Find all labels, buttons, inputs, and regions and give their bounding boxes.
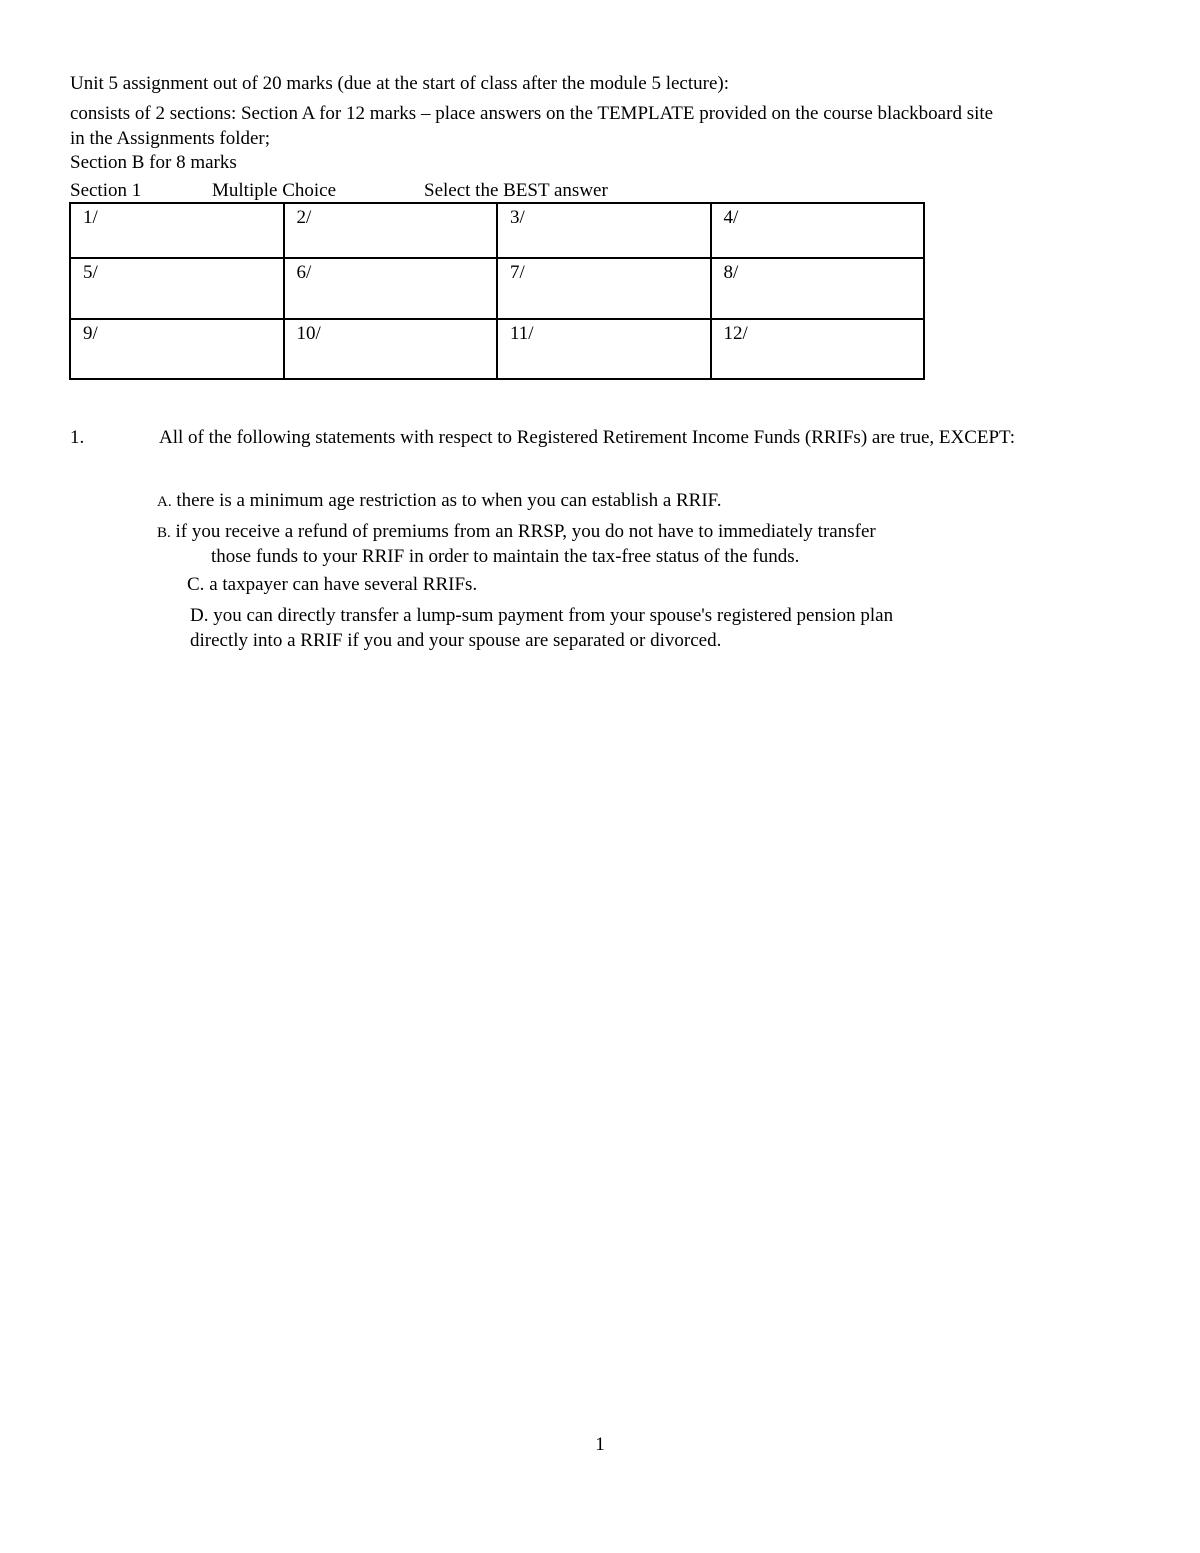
option-text: if you receive a refund of premiums from an RRSP, you do not have to immediately transfer (175, 521, 876, 542)
option-a (157, 489, 721, 514)
answer-cell[interactable]: 5/ (70, 258, 284, 319)
answer-row (70, 203, 924, 258)
answer-row (70, 258, 924, 319)
answer-row (70, 319, 924, 379)
option-letter: A. (157, 494, 172, 510)
option-letter: D. (190, 605, 209, 626)
sections-description: consists of 2 sections: Section A for 12 marks – place answers on the TEMPLATE provided on the course blackboard site (70, 103, 994, 124)
answer-cell[interactable]: 12/ (711, 319, 925, 379)
question-stem: All of the following statements with respect to Registered Retirement Income Funds (RRIFs) are true, EXCEPT: (159, 427, 1015, 448)
answer-cell[interactable]: 3/ (497, 203, 711, 258)
answer-cell[interactable]: 8/ (711, 258, 925, 319)
answer-cell[interactable]: 7/ (497, 258, 711, 319)
option-b-continuation: those funds to your RRIF in order to maintain the tax-free status of the funds. (211, 546, 800, 567)
answer-cell[interactable]: 6/ (284, 258, 498, 319)
section-type: Multiple Choice (212, 180, 337, 201)
answer-cell[interactable]: 1/ (70, 203, 284, 258)
option-d-continuation: directly into a RRIF if you and your spouse are separated or divorced. (190, 630, 722, 651)
answer-cell[interactable]: 2/ (284, 203, 498, 258)
assignment-intro: Unit 5 assignment out of 20 marks (due at the start of class after the module 5 lecture): (70, 73, 730, 94)
answer-cell[interactable]: 10/ (284, 319, 498, 379)
answer-grid (69, 202, 925, 380)
option-b (157, 520, 876, 545)
option-text: a taxpayer can have several RRIFs. (209, 574, 478, 595)
option-text: you can directly transfer a lump-sum payment from your spouse's registered pension plan (213, 605, 894, 626)
sections-description-cont: in the Assignments folder; (70, 128, 271, 149)
answer-cell[interactable]: 11/ (497, 319, 711, 379)
answer-cell[interactable]: 9/ (70, 319, 284, 379)
section-label: Section 1 (70, 180, 142, 201)
answer-cell[interactable]: 4/ (711, 203, 925, 258)
option-c (187, 573, 477, 597)
page-number: 1 (595, 1434, 605, 1455)
option-letter: B. (157, 525, 171, 541)
option-letter: C. (187, 574, 205, 595)
option-d (190, 604, 893, 628)
option-text: there is a minimum age restriction as to when you can establish a RRIF. (176, 490, 722, 511)
question-number: 1. (70, 427, 85, 448)
section-b-marks: Section B for 8 marks (70, 152, 237, 173)
section-instruction: Select the BEST answer (424, 180, 608, 201)
